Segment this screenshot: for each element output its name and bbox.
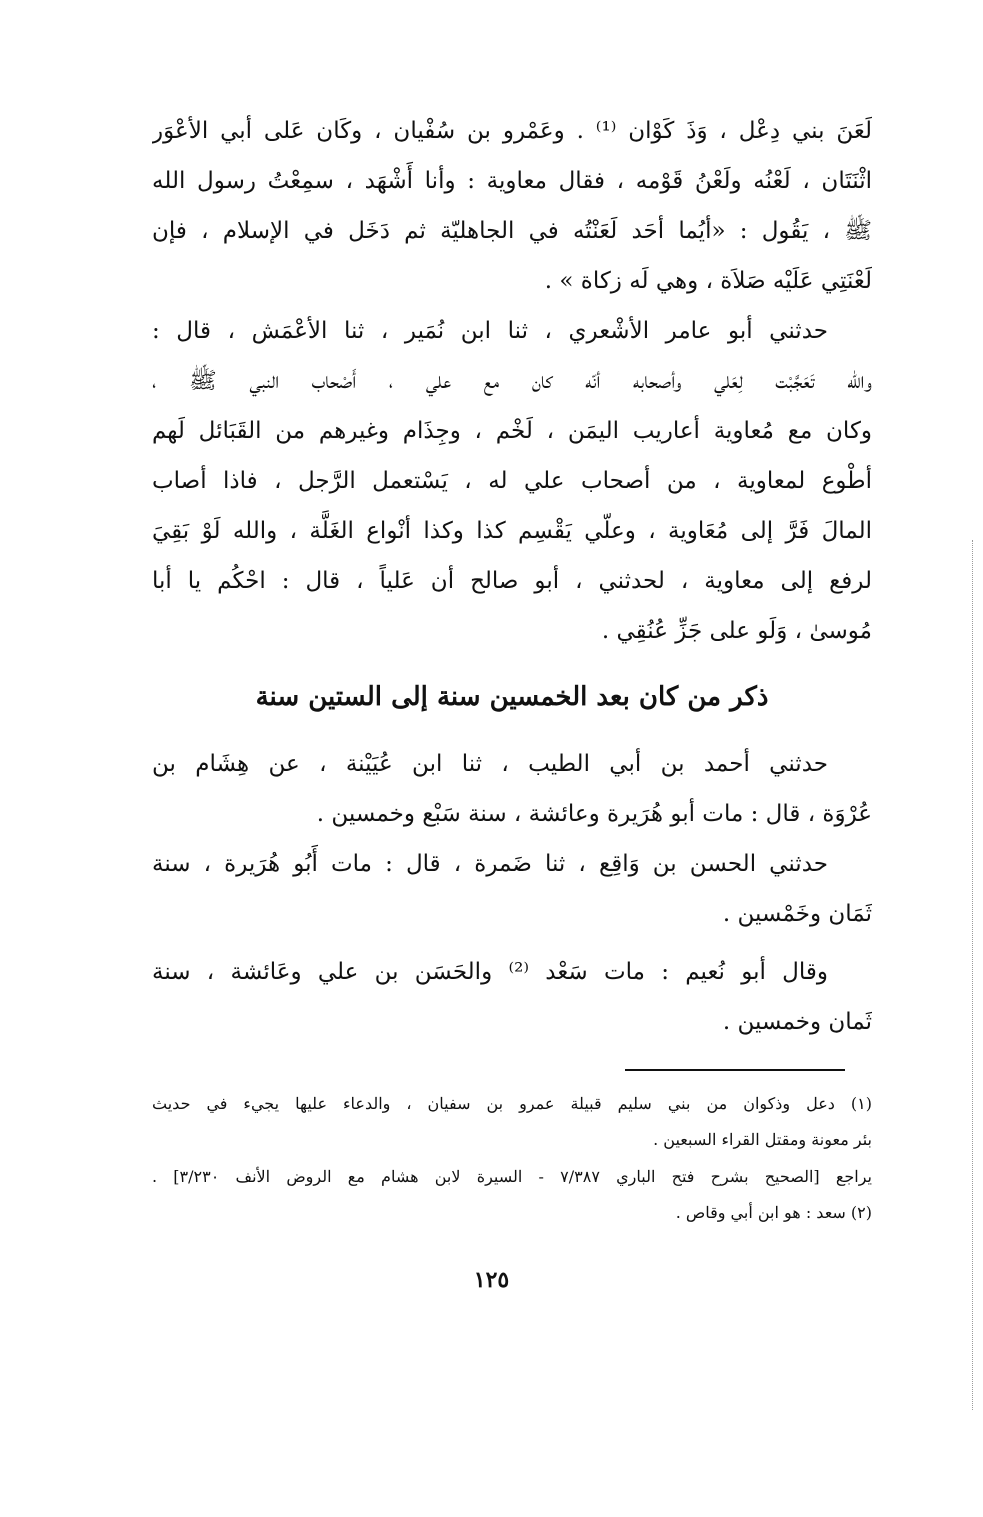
text-line: وقال أبو نُعيم : مات سَعْد ⁽²⁾ والحَسَن بن علي وعَائشة ، سنة	[152, 959, 828, 985]
text-line: المالَ فَرَّ إلى مُعَاوية ، وعلّي يَقْسِم كذا وكذا أنْواع الغَلَّة ، والله لَوْ بَقِيَ	[152, 518, 872, 544]
text-line: لَعْنَتِي عَلَيْه صَلاَة ، وهي لَه زكاة » .	[544, 268, 872, 294]
text-line: لرفع إلى معاوية ، لحدثني ، أبو صالح أن عَلياً ، قال : احْكُم يا أبا	[152, 568, 872, 594]
text-line: حدثني أحمد بن أبي الطيب ، ثنا ابن عُيَيْنة ، عن هِشَام بن	[152, 751, 828, 777]
text-line: اثْنَتَان ، لَعْنُه ولَعْنُ قَوْمه ، فقال معاوية : وأنا أَشْهَد ، سمِعْتُ رسول الله	[152, 168, 872, 194]
text-line: حدثني الحسن بن وَاقِع ، ثنا ضَمرة ، قال : مات أَبُو هُرَيرة ، سنة	[152, 851, 828, 877]
text-line: ثَمان وخمسين .	[722, 1009, 872, 1035]
footnote-line: يراجع [الصحيح بشرح فتح الباري ٧/٣٨٧ - السيرة لابن هشام مع الروض الأنف ٣/٢٣٠] .	[152, 1167, 872, 1186]
page-number: ١٢٥	[473, 1267, 510, 1293]
text-line: لَعَنَ بني دِعْل ، وَذَ كَوْان ⁽¹⁾ . وعَمْرو بن سُفْيان ، وكَان عَلى أبي الأعْوَر	[152, 118, 872, 144]
scan-edge-line	[972, 540, 973, 1410]
text-line: وكان مع مُعاوية أعاريب اليمَن ، لَخْم ، وجِذَام وغيرهم من القَبَائل لَهم	[152, 418, 872, 444]
footnote-separator	[625, 1069, 845, 1071]
text-line: أطْوع لمعاوية ، من أصحاب علي له ، يَسْتعمل الرَّجل ، فاذا أصاب	[152, 468, 872, 494]
text-line: ﷺ ، يَقُول : «أيُما أحَد لَعَنْتُه في الجاهليّة ثم دَخَل في الإسلام ، فإن	[152, 218, 872, 244]
section-heading: ذكر من كان بعد الخمسين سنة إلى الستين سنة	[255, 682, 769, 712]
footnote-line: (١) دعل وذكوان من بني سليم قبيلة عمرو بن سفيان ، والدعاء عليها يجيء في حديث	[152, 1094, 872, 1113]
text-line: حدثني أبو عامر الأشْعري ، ثنا ابن نُمَير ، ثنا الأعْمَش ، قال :	[152, 318, 828, 344]
text-line: ثَمَان وخَمْسين .	[722, 901, 872, 927]
text-line: عُرْوَة ، قال : مات أبو هُرَيرة وعائشة ، سنة سَبْع وخمسين .	[316, 801, 872, 827]
text-line: مُوسىٰ ، وَلَو على جَزِّ عُنُقِي .	[601, 618, 872, 644]
footnote-line: بئر معونة ومقتل القراء السبعين .	[653, 1130, 872, 1149]
text-line: والله تَعَجَّبْت لِعَلي وأصحابه أنّه كان مع علي ، أَصْحاب النبي ﷺ ،	[152, 368, 872, 394]
footnote-line: (٢) سعد : هو ابن أبي وقاص .	[675, 1203, 872, 1222]
